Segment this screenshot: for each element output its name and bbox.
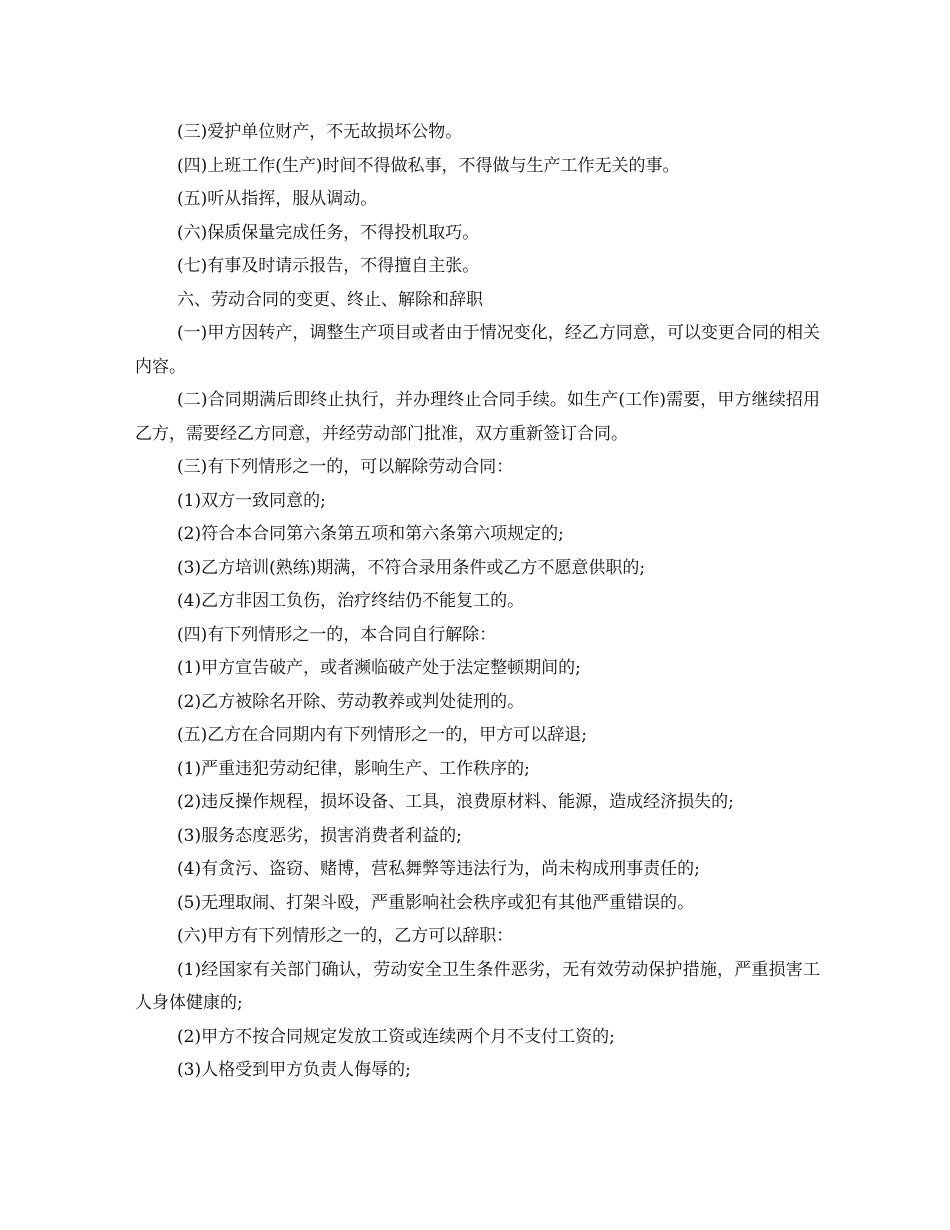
list-item: (1)甲方宣告破产，或者濒临破产处于法定整顿期间的;	[177, 658, 581, 678]
list-item: (2)乙方被除名开除、劳动教养或判处徒刑的。	[177, 691, 525, 712]
list-item: (1)严重违犯劳动纪律，影响生产、工作秩序的;	[177, 758, 530, 779]
list-item: (3)人格受到甲方负责人侮辱的;	[177, 1060, 411, 1080]
list-item: (1)双方一致同意的;	[177, 490, 326, 511]
list-item: (2)甲方不按合同规定发放工资或连续两个月不支付工资的;	[177, 1026, 615, 1047]
paragraph: (六)保质保量完成任务，不得投机取巧。	[177, 222, 480, 243]
paragraph: (三)爱护单位财产，不无故损坏公物。	[177, 122, 463, 142]
paragraph: (二)合同期满后即终止执行，并办理终止合同手续。如生产(工作)需要，甲方继续招用乙方，需要经乙方同意，并经劳动部门批准，双方重新签订合同。	[135, 390, 820, 444]
paragraph: (三)有下列情形之一的，可以解除劳动合同：	[177, 457, 514, 477]
list-item: (5)无理取闹、打架斗殴，严重影响社会秩序或犯有其他严重错误的。	[177, 892, 695, 913]
list-item: (2)符合本合同第六条第五项和第六条第六项规定的;	[177, 524, 564, 544]
paragraph: (五)乙方在合同期内有下列情形之一的，甲方可以辞退;	[177, 725, 587, 745]
paragraph: (一)甲方因转产，调整生产项目或者由于情况变化，经乙方同意，可以变更合同的相关内容。	[135, 323, 820, 377]
paragraph: (七)有事及时请示报告，不得擅自主张。	[177, 256, 480, 276]
section-heading: 六、劳动合同的变更、终止、解除和辞职	[177, 289, 483, 310]
paragraph: (五)听从指挥，服从调动。	[177, 189, 378, 209]
paragraph: (四)有下列情形之一的，本合同自行解除：	[177, 624, 497, 645]
list-item: (1)经国家有关部门确认，劳动安全卫生条件恶劣，无有效劳动保护措施，严重损害工人身体健康的;	[135, 959, 820, 1013]
list-item: (3)服务态度恶劣，损害消费者利益的;	[177, 825, 462, 846]
list-item: (4)乙方非因工负伤，治疗终结仍不能复工的。	[177, 591, 525, 611]
list-item: (2)违反操作规程，损坏设备、工具，浪费原材料、能源，造成经济损失的;	[177, 792, 734, 812]
paragraph: (四)上班工作(生产)时间不得做私事，不得做与生产工作无关的事。	[177, 155, 680, 176]
paragraph: (六)甲方有下列情形之一的，乙方可以辞职：	[177, 926, 514, 946]
list-item: (3)乙方培训(熟练)期满，不符合录用条件或乙方不愿意供职的;	[177, 557, 646, 578]
list-item: (4)有贪污、盗窃、赌博，营私舞弊等违法行为，尚未构成刑事责任的;	[177, 859, 700, 879]
document-body	[135, 116, 820, 1088]
